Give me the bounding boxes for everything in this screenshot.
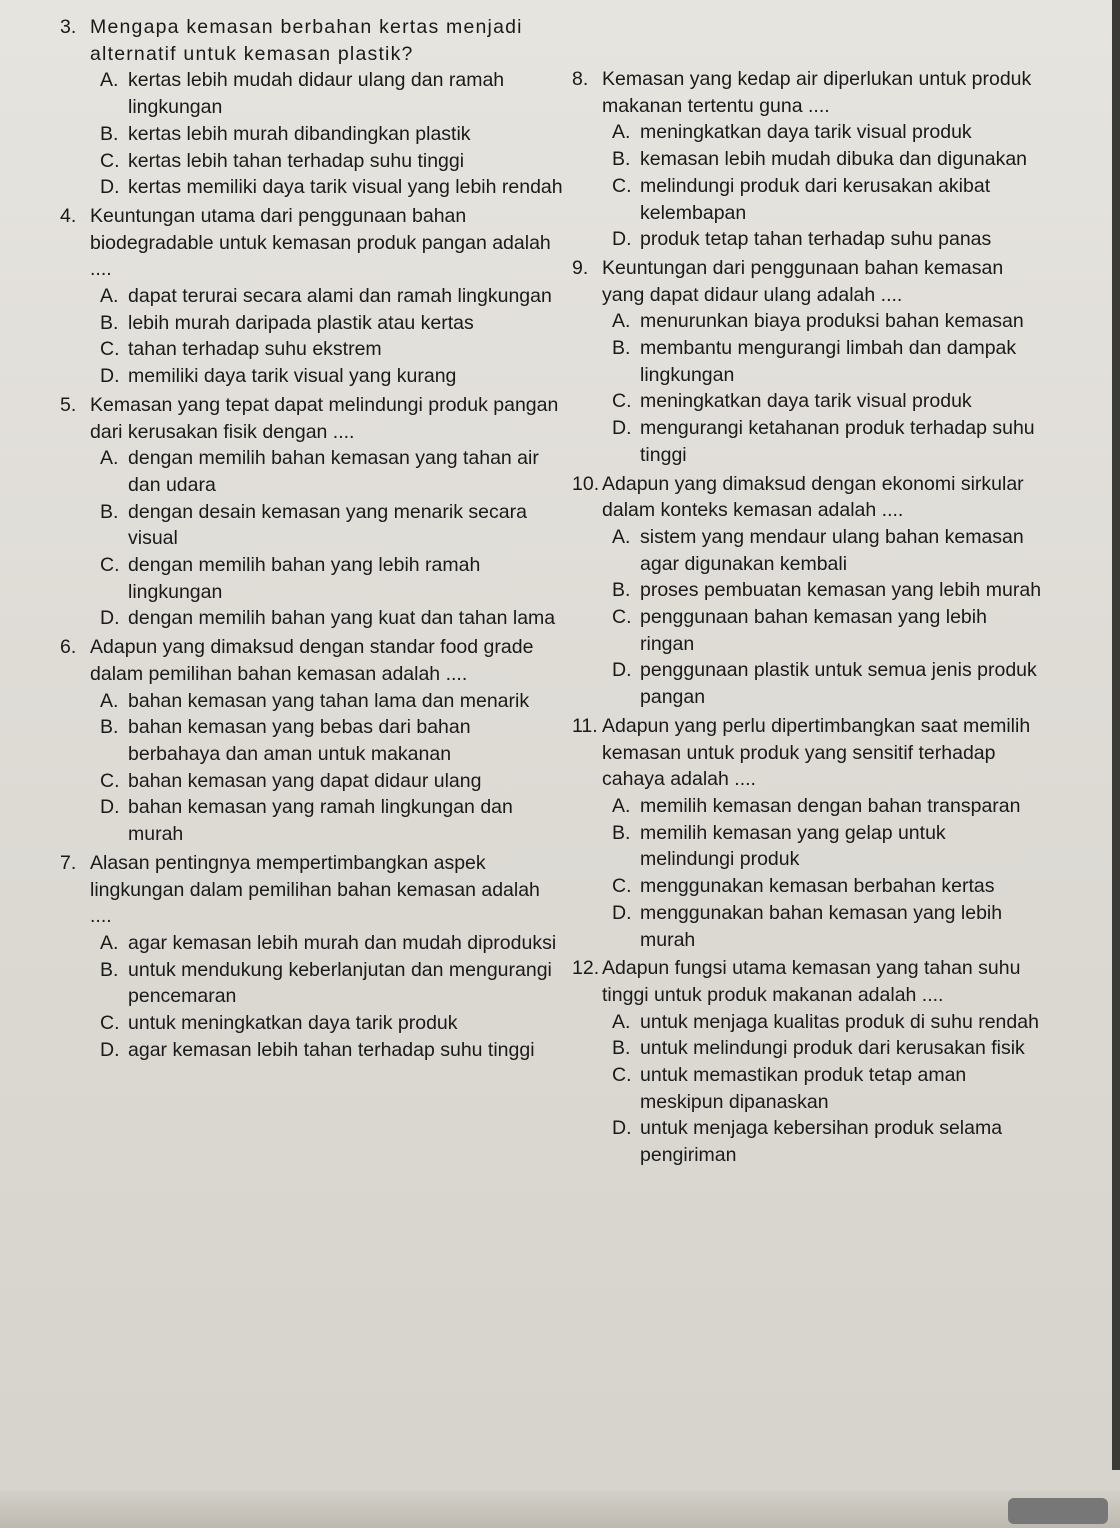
question-number: 6. [60,636,77,659]
question-12 [572,955,1042,1169]
option-text: kertas lebih murah dibandingkan plastik [128,122,471,145]
option-a [100,445,565,498]
option-text: produk tetap tahan terhadap suhu panas [640,228,992,251]
option-b [100,310,565,337]
option-label: D. [100,176,120,199]
question-3 [60,14,565,201]
option-b [100,121,565,148]
option-label: B. [100,122,119,145]
option-a [100,688,565,715]
option-c [100,552,565,605]
option-label: B. [612,148,631,171]
option-c [100,768,565,795]
option-a [612,308,1042,335]
option-c [612,604,1042,657]
option-label: C. [612,606,632,629]
option-text: dengan memilih bahan yang kuat dan tahan lama [128,607,556,630]
option-label: D. [612,417,632,440]
question-text: Adapun fungsi utama kemasan yang tahan suhu tinggi untuk produk makanan adalah .... [602,957,1021,1006]
option-text: meningkatkan daya tarik visual produk [640,121,972,144]
option-label: C. [100,554,120,577]
option-text: bahan kemasan yang dapat didaur ulang [128,769,482,792]
option-label: D. [612,228,632,251]
question-4 [60,203,565,390]
option-a [100,67,565,120]
question-text: Adapun yang perlu dipertimbangkan saat memilih kemasan untuk produk yang sensitif terhadap cahaya adalah .... [602,714,1031,791]
right-column [572,14,1042,1171]
option-text: bahan kemasan yang ramah lingkungan dan murah [128,796,513,846]
option-a [100,283,565,310]
option-text: mengurangi ketahanan produk terhadap suhu tinggi [640,417,1035,466]
option-label: C. [612,875,632,898]
option-label: B. [612,337,631,360]
question-number: 5. [60,393,77,416]
option-text: kemasan lebih mudah dibuka dan digunakan [640,148,1028,171]
option-c [100,1010,565,1037]
option-text: membantu mengurangi limbah dan dampak lingkungan [640,337,1017,386]
option-label: A. [100,285,119,308]
question-number: 3. [60,16,77,38]
option-label: B. [100,500,119,523]
option-text: dengan memilih bahan kemasan yang tahan air dan udara [128,447,539,496]
option-text: untuk mendukung keberlanjutan dan mengurangi pencemaran [128,958,552,1008]
option-label: C. [612,390,632,413]
option-label: A. [100,447,119,470]
option-label: A. [100,69,119,92]
option-c [612,388,1042,415]
option-c [612,873,1042,900]
option-d [612,226,1042,253]
question-text: Keuntungan utama dari penggunaan bahan biodegradable untuk kemasan produk pangan adalah .... [90,204,551,281]
option-label: A. [100,931,119,954]
question-5 [60,392,565,632]
option-text: bahan kemasan yang tahan lama dan menarik [128,689,530,712]
option-c [612,1062,1042,1115]
option-d [612,1115,1042,1168]
option-text: menggunakan kemasan berbahan kertas [640,875,995,898]
option-text: kertas lebih mudah didaur ulang dan ramah lingkungan [128,69,505,119]
option-a [612,524,1042,577]
question-11 [572,713,1042,953]
option-label: B. [612,1037,631,1060]
option-c [100,336,565,363]
question-8 [572,66,1042,253]
option-a [612,1009,1042,1036]
option-text: lebih murah daripada plastik atau kertas [128,311,474,334]
option-label: D. [612,659,632,682]
question-text: Adapun yang dimaksud dengan ekonomi sirkular dalam konteks kemasan adalah .... [602,472,1024,522]
option-label: A. [612,310,631,333]
option-b [100,499,565,552]
corner-thumbnail [1008,1498,1108,1524]
option-b [100,957,565,1010]
question-text: Alasan pentingnya mempertimbangkan aspek lingkungan dalam pemilihan bahan kemasan adalah .... [90,851,540,928]
option-d [612,415,1042,468]
option-c [100,148,565,175]
left-column [60,14,565,1065]
question-6 [60,634,565,848]
option-a [612,793,1042,820]
option-text: memiliki daya tarik visual yang kurang [128,365,457,388]
option-label: C. [100,338,120,361]
option-label: B. [100,716,119,739]
option-text: penggunaan bahan kemasan yang lebih ringan [640,606,987,655]
option-c [612,173,1042,226]
option-text: meningkatkan daya tarik visual produk [640,390,972,413]
option-label: A. [612,121,631,144]
option-d [100,363,565,390]
option-text: dapat terurai secara alami dan ramah lingkungan [128,285,552,308]
question-10 [572,471,1042,711]
option-text: melindungi produk dari kerusakan akibat kelembapan [640,174,991,224]
option-text: sistem yang mendaur ulang bahan kemasan agar digunakan kembali [640,525,1024,575]
option-d [612,657,1042,710]
option-label: C. [100,769,120,792]
option-b [612,335,1042,388]
question-9 [572,255,1042,469]
question-number: 7. [60,851,77,874]
option-b [100,714,565,767]
option-text: memilih kemasan yang gelap untuk melindungi produk [640,821,946,871]
page-edge-shadow [1112,0,1120,1470]
option-b [612,577,1042,604]
option-label: B. [612,579,631,602]
question-number: 9. [572,256,589,279]
option-text: menurunkan biaya produksi bahan kemasan [640,310,1024,333]
option-label: B. [100,958,119,981]
option-label: D. [612,1117,632,1140]
option-d [100,1037,565,1064]
option-text: untuk melindungi produk dari kerusakan fisik [640,1037,1025,1060]
option-label: A. [612,794,631,817]
option-label: B. [100,311,119,334]
option-label: A. [612,1010,631,1033]
option-label: D. [612,901,632,924]
option-text: kertas memiliki daya tarik visual yang lebih rendah [128,176,563,199]
option-d [100,605,565,632]
bottom-page-edge [0,1490,1120,1528]
option-label: A. [612,525,631,548]
question-number: 10. [572,472,600,495]
option-text: penggunaan plastik untuk semua jenis produk pangan [640,659,1037,709]
question-text: Kemasan yang tepat dapat melindungi produk pangan dari kerusakan fisik dengan .... [90,393,559,443]
option-d [100,794,565,847]
option-b [612,146,1042,173]
question-text: Mengapa kemasan berbahan kertas menjadi alternatif untuk kemasan plastik? [90,16,523,65]
option-label: C. [100,1012,120,1035]
question-text: Kemasan yang kedap air diperlukan untuk produk makanan tertentu guna .... [602,68,1032,117]
option-text: memilih kemasan dengan bahan transparan [640,794,1021,817]
option-label: D. [100,1038,120,1061]
option-a [100,930,565,957]
option-b [612,1035,1042,1062]
option-text: untuk meningkatkan daya tarik produk [128,1012,458,1035]
option-text: untuk memastikan produk tetap aman meskipun dipanaskan [640,1064,967,1113]
option-b [612,820,1042,873]
question-7 [60,850,565,1064]
option-text: dengan memilih bahan yang lebih ramah lingkungan [128,554,481,603]
option-a [612,119,1042,146]
option-label: C. [612,174,632,197]
option-text: dengan desain kemasan yang menarik secara visual [128,500,527,550]
option-text: agar kemasan lebih tahan terhadap suhu tinggi [128,1038,535,1061]
option-text: proses pembuatan kemasan yang lebih murah [640,579,1042,602]
question-text: Adapun yang dimaksud dengan standar food grade dalam pemilihan bahan kemasan adalah .... [90,636,534,685]
question-number: 4. [60,204,77,227]
question-text: Keuntungan dari penggunaan bahan kemasan yang dapat didaur ulang adalah .... [602,256,1004,306]
question-number: 12. [572,957,600,980]
option-label: D. [100,607,120,630]
option-d [100,174,565,201]
question-number: 8. [572,68,589,90]
option-label: C. [612,1064,632,1087]
option-label: C. [100,149,120,172]
option-text: bahan kemasan yang bebas dari bahan berbahaya dan aman untuk makanan [128,716,471,765]
option-text: kertas lebih tahan terhadap suhu tinggi [128,149,465,172]
option-label: A. [100,689,119,712]
option-text: agar kemasan lebih murah dan mudah diproduksi [128,931,557,954]
question-number: 11. [572,714,598,737]
option-label: D. [100,365,120,388]
option-label: B. [612,821,631,844]
option-text: tahan terhadap suhu ekstrem [128,338,382,361]
option-text: menggunakan bahan kemasan yang lebih murah [640,901,1003,951]
option-text: untuk menjaga kebersihan produk selama pengiriman [640,1117,1003,1167]
option-text: untuk menjaga kualitas produk di suhu rendah [640,1010,1039,1033]
option-d [612,900,1042,953]
option-label: D. [100,796,120,819]
